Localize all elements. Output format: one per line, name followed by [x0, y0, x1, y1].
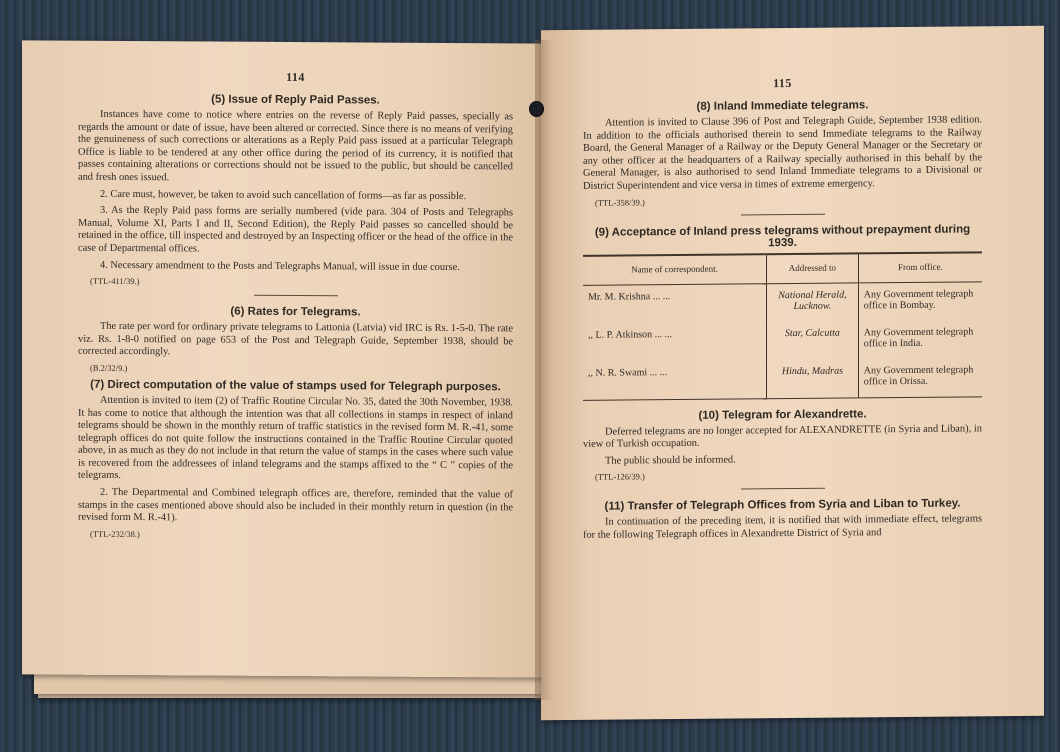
section-heading: (11) Transfer of Telegraph Offices from Syria and Liban to Turkey.	[604, 497, 961, 513]
paragraph: Instances have come to notice where entries on the reverse of Reply Paid passes, specially as regards the amount or date of issue, have been altered or corrected. Since there is no means of verifying the genuineness of such corrections or alterations as a Reply Paid pass issued at a particular Telegraph Office is liable to be tendered at any other office during the period of its currency, it is notified that passes containing alterations or corrections should not be issued to the public, but should be cancelled and fresh ones issued.	[78, 108, 513, 184]
paragraph: Deferred telegrams are no longer accepted for ALEXANDRETTE (in Syria and Liban), in view of Turkish occupation.	[583, 422, 982, 450]
paragraph: Attention is invited to item (2) of Traffic Routine Circular No. 35, dated the 30th November, 1938. It has come to notice that although the intention was that all collections in stamps in respect of inland telegrams should be shown in the monthly return of traffic statistics in the revised form M. R.-41, some telegraph offices do not quite follow the instructions contained in the Traffic Routine Circular quoted above, in as much as they do not include in that return the value of stamps in the cases where such value is recovered from the addressees of inland telegrams and the stamps affixed to the “ C ” copies of the telegrams.	[78, 394, 513, 482]
table-cell: Hindu, Madras	[767, 359, 859, 398]
paragraph: The public should be informed.	[605, 454, 736, 467]
file-reference: (TTL-126/39.)	[595, 471, 645, 483]
paragraph: 2. Care must, however, be taken to avoid such cancellation of forms—as far as possible.	[100, 188, 467, 202]
section-heading: (9) Acceptance of Inland press telegrams without prepayment during 1939.	[594, 223, 971, 249]
table-cell: Any Government telegraph office in Orissa.	[858, 358, 982, 398]
divider	[741, 488, 825, 490]
left-page	[22, 40, 555, 677]
divider	[741, 213, 825, 215]
table-cell: Any Government telegraph office in Bombay.	[858, 281, 982, 321]
table-cell: National Herald, Lucknow.	[767, 282, 859, 321]
paragraph: 3. As the Reply Paid pass forms are serially numbered (vide para. 304 of Posts and Telegraphs Manual, Volume XI, Parts I and II, Second Edition), the Reply Paid passes so cancelled should be retained in the office, till inspected and destroyed by an Inspecting officer or the head of the office in the case of Departmental offices.	[78, 205, 513, 255]
table-cell: Any Government telegraph office in India.	[858, 320, 982, 359]
section-heading: (7) Direct computation of the value of stamps used for Telegraph purposes.	[90, 378, 501, 394]
right-page	[541, 26, 1044, 720]
section-heading: (8) Inland Immediate telegrams.	[696, 99, 869, 113]
table-row	[583, 358, 982, 400]
section-heading: (6) Rates for Telegrams.	[230, 305, 361, 319]
file-reference: (B.2/32/9.)	[90, 362, 128, 373]
paragraph: In continuation of the preceding item, it is notified that with immediate effect, telegrams for the following Telegraph offices in Alexandrette District of Syria and	[583, 513, 982, 541]
table-cell: ,, L. P. Atkinson ... ...	[588, 328, 673, 341]
book-spine-shadow	[535, 40, 553, 700]
file-reference: (TTL-411/39.)	[90, 275, 140, 287]
table-cell: Mr. M. Krishna ... ...	[588, 290, 671, 303]
column-header: From office.	[858, 252, 982, 283]
file-reference: (TTL-232/38.)	[90, 528, 140, 539]
file-reference: (TTL-358/39.)	[595, 196, 645, 208]
paragraph: 2. The Departmental and Combined telegraph offices are, therefore, reminded that the value of stamps in the cases mentioned above should also be included in their monthly return in question (in the revised form M. R.-41).	[78, 486, 513, 524]
paragraph: The rate per word for ordinary private telegrams to Lattonia (Latvia) vid IRC is Rs. 1-5-0. The rate viz. Rs. 1-8-0 notified on page 653 of the Post and Telegraph Guide, September 1938, should be corrected accordingly.	[78, 320, 513, 358]
table-cell: Star, Calcutta	[767, 321, 859, 360]
press-telegram-table	[583, 251, 982, 400]
page-number: 115	[773, 76, 792, 91]
table-row	[583, 281, 982, 323]
punched-hole	[529, 101, 544, 117]
column-header: Name of correspondent.	[583, 254, 767, 285]
column-header: Addressed to	[767, 253, 859, 283]
section-heading: (10) Telegram for Alexandrette.	[698, 407, 867, 422]
section-heading: (5) Issue of Reply Paid Passes.	[211, 93, 380, 107]
divider	[254, 295, 338, 297]
paragraph: Attention is invited to Clause 396 of Post and Telegraph Guide, September 1938 edition. In addition to the officials authorised therein to send Immediate telegrams to the Railway Board, the General Manager of a Railway or the Deputy General Manager or the Secretary or any other officer at the headquarters of a Railway specially authorised in this behalf by the General Manager, is also authorised to send Inland Immediate telegrams to a Divisional or District Superintendent and vice versa in times of extreme emergency.	[583, 114, 982, 192]
page-number: 114	[286, 69, 305, 85]
table-row	[583, 320, 982, 361]
paragraph: 4. Necessary amendment to the Posts and Telegraphs Manual, will issue in due course.	[100, 259, 460, 273]
table-cell: ,, N. R. Swami ... ...	[583, 360, 767, 400]
